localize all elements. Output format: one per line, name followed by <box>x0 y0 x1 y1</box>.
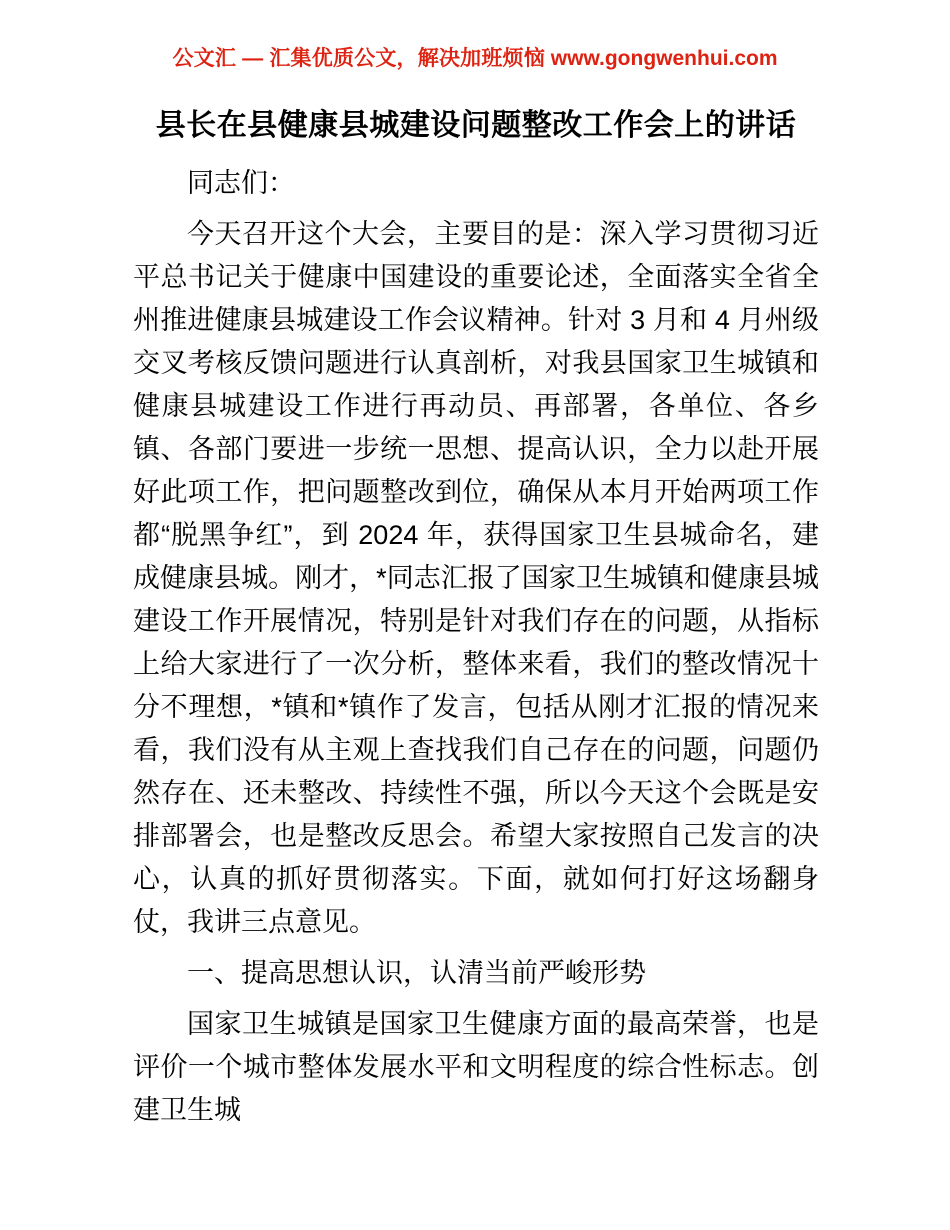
section-heading-1: 一、提高思想认识，认清当前严峻形势 <box>187 958 646 988</box>
body-paragraph-1: 今天召开这个大会，主要目的是：深入学习贯彻习近平总书记关于健康中国建设的重要论述，全面落实全省全州推进健康县城建设工作会议精神。针对 3 月和 4 月州级交叉考核反馈问题进行认真剖析，对我县国家卫生城镇和健康县城建设工作进行再动员、再部署，各单位、各乡镇、各部门要进一步统一思想、提高认识，全力以赴开展好此项工作，把问题整改到位，确保从本月开始两项工作都“脱黑争红”，到 2024 年，获得国家卫生县城命名，建成健康县城。刚才，*同志汇报了国家卫生城镇和健康县城建设工作开展情况，特别是针对我们存在的问题，从指标上给大家进行了一次分析，整体来看，我们的整改情况十分不理想，*镇和*镇作了发言，包括从刚才汇报的情况来看，我们没有从主观上查找我们自己存在的问题，问题仍然存在、还未整改、持续性不强，所以今天这个会既是安排部署会，也是整改反思会。希望大家按照自己发言的决心，认真的抓好贯彻落实。下面，就如何打好这场翻身仗，我讲三点意见。 <box>133 219 819 937</box>
document-title: 县长在县健康县城建设问题整改工作会上的讲话 <box>155 109 797 142</box>
spacer <box>133 995 819 1003</box>
watermark-url-text: www.gongwenhui.com <box>544 47 778 70</box>
site-watermark <box>0 48 950 69</box>
salutation-line: 同志们： <box>187 168 295 198</box>
spacer <box>133 944 819 952</box>
watermark-brand-text: 公文汇 — 汇集优质公文，解决加班烦恼 <box>172 47 545 70</box>
document-body <box>133 104 819 1132</box>
spacer <box>133 205 819 213</box>
section-paragraph-1: 国家卫生城镇是国家卫生健康方面的最高荣誉，也是评价一个城市整体发展水平和文明程度的综合性标志。创建卫生城 <box>133 1009 819 1125</box>
